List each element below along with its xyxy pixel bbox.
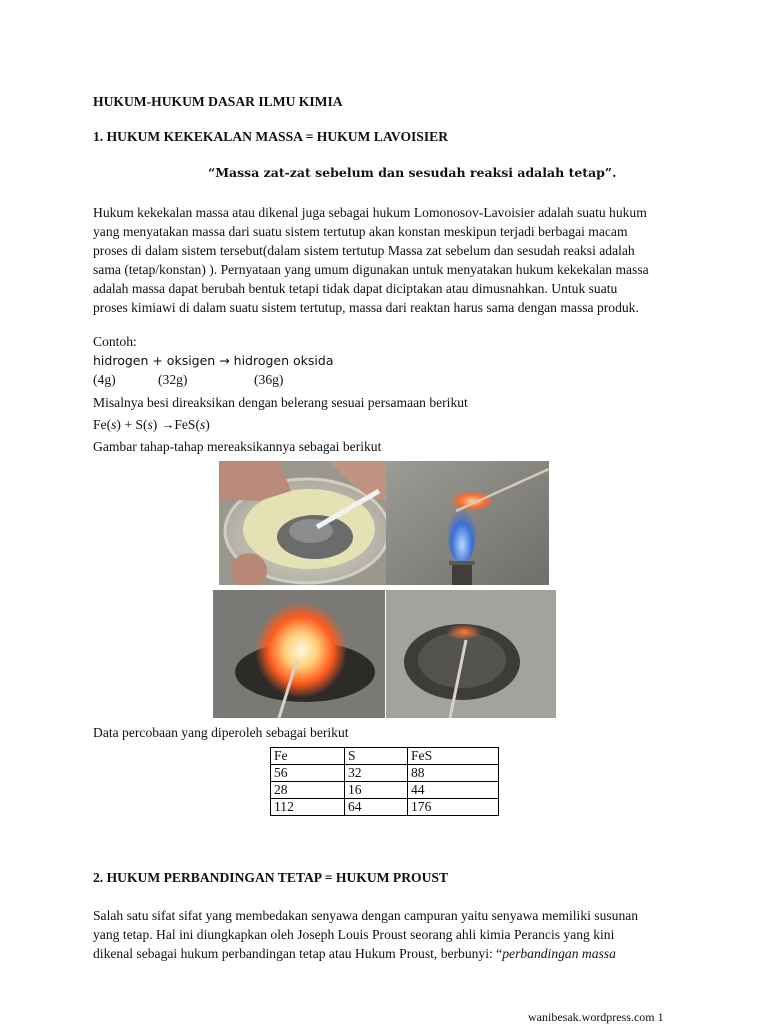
- table-cell: 56: [271, 765, 345, 782]
- paragraph-line: yang menyatakan massa dari suatu sistem tertutup akan konstan meskipun terjadi berbagai macam: [93, 224, 628, 239]
- table-header-cell: Fe: [271, 748, 345, 765]
- experiment-data-table: [270, 747, 499, 816]
- iron-sulfur-intro: Misalnya besi direaksikan dengan belerang sesuai persamaan berikut: [93, 395, 468, 410]
- lavoisier-quote: “Massa zat-zat sebelum dan sesudah reaksi adalah tetap”.: [208, 165, 617, 180]
- paragraph-line: proses di dalam sistem tersebut(dalam sistem tertutup Massa zat sebelum dan sesudah reaksi adalah: [93, 243, 635, 258]
- table-cell: 16: [345, 782, 408, 799]
- paragraph-line: Salah satu sifat sifat yang membedakan senyawa dengan campuran yaitu senyawa memiliki susunan: [93, 908, 639, 923]
- chemical-equation: Fe(s) + S(s) →FeS(s): [93, 417, 210, 432]
- figure-caption: Gambar tahap-tahap mereaksikannya sebagai berikut: [93, 439, 382, 454]
- photo-reaction-ignition: [213, 590, 385, 718]
- section-2-paragraph: [93, 906, 683, 963]
- table-cell: 44: [408, 782, 499, 799]
- table-header-cell: S: [345, 748, 408, 765]
- page-footer: wanibesak.wordpress.com 1: [528, 1010, 664, 1024]
- photo-heating-rod: [386, 461, 549, 585]
- photo-reaction-product: [386, 590, 556, 718]
- table-row: [271, 782, 499, 799]
- paragraph-line: dikenal sebagai hukum perbandingan tetap atau Hukum Proust, berbunyi: “perbandingan massa: [93, 946, 616, 961]
- example-reaction: hidrogen + oksigen → hidrogen oksida: [93, 353, 334, 368]
- paragraph-line: Hukum kekekalan massa atau dikenal juga sebagai hukum Lomonosov-Lavoisier adalah suatu hukum: [93, 205, 647, 220]
- paragraph-line: adalah massa dapat berubah bentuk tetapi tidak dapat diciptakan atau dimusnahkan. Untuk suatu: [93, 281, 618, 296]
- paragraph-line: proses kimiawi di dalam suatu sistem tertutup, massa dari reaktan harus sama dengan massa produk.: [93, 300, 639, 315]
- table-cell: 28: [271, 782, 345, 799]
- photo-mixing-powder: [219, 461, 386, 585]
- table-cell: 88: [408, 765, 499, 782]
- example-mass-hydrogen: (4g): [93, 372, 116, 387]
- table-row: [271, 765, 499, 782]
- example-mass-oxygen: (32g): [158, 372, 188, 387]
- table-header-row: [271, 748, 499, 765]
- section-1-paragraph: [93, 203, 683, 317]
- table-cell: 176: [408, 799, 499, 816]
- table-cell: 112: [271, 799, 345, 816]
- section-2-heading: 2. HUKUM PERBANDINGAN TETAP = HUKUM PROUST: [93, 870, 449, 885]
- data-intro: Data percobaan yang diperoleh sebagai berikut: [93, 725, 349, 740]
- table-cell: 32: [345, 765, 408, 782]
- table-cell: 64: [345, 799, 408, 816]
- paragraph-line: sama (tetap/konstan) ). Pernyataan yang umum digunakan untuk menyatakan hukum kekekalan massa: [93, 262, 649, 277]
- table-header-cell: FeS: [408, 748, 499, 765]
- paragraph-line: yang tetap. Hal ini diungkapkan oleh Joseph Louis Proust seorang ahli kimia Perancis yang kini: [93, 927, 615, 942]
- section-1-heading: 1. HUKUM KEKEKALAN MASSA = HUKUM LAVOISIER: [93, 129, 449, 144]
- example-label: Contoh:: [93, 334, 137, 349]
- example-mass-water: (36g): [254, 372, 284, 387]
- document-title: HUKUM-HUKUM DASAR ILMU KIMIA: [93, 94, 343, 109]
- table-row: [271, 799, 499, 816]
